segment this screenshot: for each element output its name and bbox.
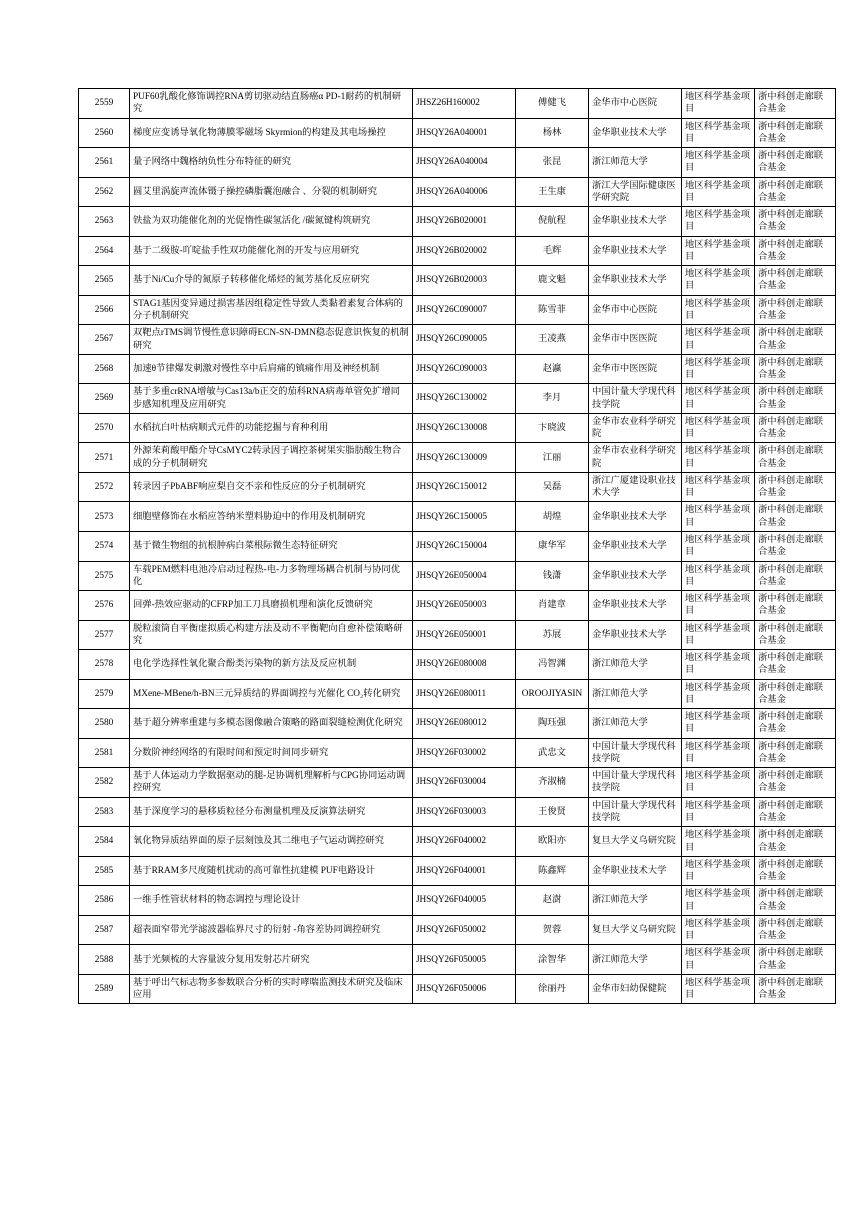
cell-no: 2564 — [79, 236, 130, 266]
cell-person: 鹿文魁 — [516, 266, 589, 296]
cell-org: 金华职业技术大学 — [589, 620, 682, 650]
cell-person: 胡煌 — [516, 502, 589, 532]
table-row — [79, 886, 836, 916]
cell-no: 2569 — [79, 384, 130, 414]
cell-person: 欧阳亦 — [516, 827, 589, 857]
cell-code: JHSQY26C150012 — [413, 472, 516, 502]
cell-person: 冯智渊 — [516, 650, 589, 680]
cell-title: 转录因子PbABF响应梨自交不亲和性反应的分子机制研究 — [130, 472, 413, 502]
table-row — [79, 325, 836, 355]
cell-fund: 浙中科创走廊联合基金 — [755, 295, 836, 325]
table-row — [79, 236, 836, 266]
cell-type: 地区科学基金项目 — [682, 325, 755, 355]
cell-type: 地区科学基金项目 — [682, 591, 755, 621]
cell-fund: 浙中科创走廊联合基金 — [755, 738, 836, 768]
cell-person: 傅健飞 — [516, 89, 589, 119]
table-row — [79, 620, 836, 650]
cell-code: JHSQY26F040005 — [413, 886, 516, 916]
cell-org: 复旦大学义乌研究院 — [589, 915, 682, 945]
cell-type: 地区科学基金项目 — [682, 738, 755, 768]
cell-org: 金华职业技术大学 — [589, 118, 682, 148]
table-row — [79, 443, 836, 473]
table-row — [79, 472, 836, 502]
cell-fund: 浙中科创走廊联合基金 — [755, 561, 836, 591]
cell-fund: 浙中科创走廊联合基金 — [755, 591, 836, 621]
cell-title: 双靶点rTMS调节慢性意识障碍ECN-SN-DMN稳态促意识恢复的机制研究 — [130, 325, 413, 355]
cell-no: 2573 — [79, 502, 130, 532]
cell-org: 金华职业技术大学 — [589, 856, 682, 886]
cell-org: 金华职业技术大学 — [589, 236, 682, 266]
cell-fund: 浙中科创走廊联合基金 — [755, 325, 836, 355]
cell-type: 地区科学基金项目 — [682, 945, 755, 975]
cell-person: 毛辉 — [516, 236, 589, 266]
cell-no: 2566 — [79, 295, 130, 325]
cell-type: 地区科学基金项目 — [682, 266, 755, 296]
cell-type: 地区科学基金项目 — [682, 443, 755, 473]
cell-org: 金华市农业科学研究院 — [589, 413, 682, 443]
table-row — [79, 915, 836, 945]
cell-code: JHSQY26E050004 — [413, 561, 516, 591]
cell-type: 地区科学基金项目 — [682, 650, 755, 680]
cell-type: 地区科学基金项目 — [682, 561, 755, 591]
cell-code: JHSQY26F050006 — [413, 974, 516, 1004]
cell-type: 地区科学基金项目 — [682, 413, 755, 443]
cell-fund: 浙中科创走廊联合基金 — [755, 827, 836, 857]
cell-title: 基于人体运动力学数据驱动的腿-足协调机理解析与CPG协同运动调控研究 — [130, 768, 413, 798]
cell-org: 金华职业技术大学 — [589, 591, 682, 621]
cell-person: 卞晓波 — [516, 413, 589, 443]
cell-title: 回弹-热效应驱动的CFRP加工刀具磨损机理和演化反馈研究 — [130, 591, 413, 621]
cell-no: 2578 — [79, 650, 130, 680]
cell-code: JHSQY26C130008 — [413, 413, 516, 443]
cell-fund: 浙中科创走廊联合基金 — [755, 531, 836, 561]
table-row — [79, 89, 836, 119]
table-row — [79, 354, 836, 384]
table-row — [79, 561, 836, 591]
cell-fund: 浙中科创走廊联合基金 — [755, 620, 836, 650]
cell-org: 浙江广厦建设职业技术大学 — [589, 472, 682, 502]
cell-code: JHSQY26C130002 — [413, 384, 516, 414]
cell-no: 2589 — [79, 974, 130, 1004]
cell-org: 中国计量大学现代科技学院 — [589, 384, 682, 414]
cell-no: 2568 — [79, 354, 130, 384]
table-row — [79, 827, 836, 857]
cell-code: JHSQY26E080012 — [413, 709, 516, 739]
cell-person: 李月 — [516, 384, 589, 414]
cell-type: 地区科学基金项目 — [682, 531, 755, 561]
cell-title: 细胞壁修饰在水稻应答纳米塑料胁迫中的作用及机制研究 — [130, 502, 413, 532]
grant-projects-table — [78, 88, 836, 1004]
cell-code: JHSQY26B020003 — [413, 266, 516, 296]
cell-title: 基于呼出气标志物多参数联合分析的实时哮喘监测技术研究及临床应用 — [130, 974, 413, 1004]
cell-no: 2585 — [79, 856, 130, 886]
cell-person: 武忠文 — [516, 738, 589, 768]
table-row — [79, 945, 836, 975]
cell-person: 陈雪菲 — [516, 295, 589, 325]
cell-code: JHSQY26F030002 — [413, 738, 516, 768]
cell-type: 地区科学基金项目 — [682, 384, 755, 414]
table-row — [79, 650, 836, 680]
cell-person: 吴磊 — [516, 472, 589, 502]
cell-title: 电化学选择性氧化聚合酚类污染物的新方法及反应机制 — [130, 650, 413, 680]
cell-org: 复旦大学义乌研究院 — [589, 827, 682, 857]
cell-type: 地区科学基金项目 — [682, 472, 755, 502]
cell-title: 加速θ节律爆发刺激对慢性卒中后肩痛的镇痛作用及神经机制 — [130, 354, 413, 384]
cell-type: 地区科学基金项目 — [682, 974, 755, 1004]
cell-no: 2560 — [79, 118, 130, 148]
cell-person: 陶珏强 — [516, 709, 589, 739]
cell-title: 脱粒滚筒自平衡虚拟质心构建方法及动不平衡靶向自愈补偿策略研究 — [130, 620, 413, 650]
cell-fund: 浙中科创走廊联合基金 — [755, 443, 836, 473]
cell-code: JHSQY26E080008 — [413, 650, 516, 680]
table-row — [79, 856, 836, 886]
cell-code: JHSQY26E080011 — [413, 679, 516, 709]
cell-title: 基于微生物组的抗根肿病白菜根际微生态特征研究 — [130, 531, 413, 561]
cell-title: 基于多重crRNA增敏与Cas13a/b正交的茄科RNA病毒单管免扩增同步感知机理及应用研究 — [130, 384, 413, 414]
cell-code: JHSQY26C090005 — [413, 325, 516, 355]
table-row — [79, 177, 836, 207]
table-row — [79, 974, 836, 1004]
cell-title: 超表面窄带光学滤波器临界尺寸的衍射 -角容差协同调控研究 — [130, 915, 413, 945]
cell-type: 地区科学基金项目 — [682, 295, 755, 325]
cell-code: JHSQY26E050001 — [413, 620, 516, 650]
cell-code: JHSQY26B020002 — [413, 236, 516, 266]
table-row — [79, 413, 836, 443]
cell-type: 地区科学基金项目 — [682, 177, 755, 207]
cell-title: 车载PEM燃料电池冷启动过程热-电-力多物理场耦合机制与协同优化 — [130, 561, 413, 591]
cell-org: 金华市妇幼保健院 — [589, 974, 682, 1004]
cell-org: 中国计量大学现代科技学院 — [589, 797, 682, 827]
cell-no: 2575 — [79, 561, 130, 591]
cell-title: 一维手性管状材料的物态调控与理论设计 — [130, 886, 413, 916]
table-row — [79, 679, 836, 709]
cell-type: 地区科学基金项目 — [682, 89, 755, 119]
cell-title: 基于光频梳的大容量波分复用发射芯片研究 — [130, 945, 413, 975]
table-row — [79, 266, 836, 296]
cell-no: 2571 — [79, 443, 130, 473]
cell-title: STAG1基因变异通过损害基因组稳定性导致人类黏着素复合体病的分子机制研究 — [130, 295, 413, 325]
cell-fund: 浙中科创走廊联合基金 — [755, 266, 836, 296]
cell-code: JHSQY26F040002 — [413, 827, 516, 857]
cell-no: 2576 — [79, 591, 130, 621]
table-row — [79, 207, 836, 237]
cell-person: 钱潇 — [516, 561, 589, 591]
cell-fund: 浙中科创走廊联合基金 — [755, 354, 836, 384]
cell-no: 2587 — [79, 915, 130, 945]
cell-fund: 浙中科创走廊联合基金 — [755, 797, 836, 827]
cell-person: 倪航程 — [516, 207, 589, 237]
cell-org: 金华职业技术大学 — [589, 266, 682, 296]
cell-type: 地区科学基金项目 — [682, 207, 755, 237]
cell-type: 地区科学基金项目 — [682, 856, 755, 886]
cell-code: JHSQY26C090007 — [413, 295, 516, 325]
table-row — [79, 738, 836, 768]
cell-code: JHSQY26C150005 — [413, 502, 516, 532]
cell-org: 金华职业技术大学 — [589, 207, 682, 237]
cell-org: 金华职业技术大学 — [589, 502, 682, 532]
cell-title: 水稻抗白叶枯病顺式元件的功能挖掘与育种利用 — [130, 413, 413, 443]
cell-person: 赵瀛 — [516, 354, 589, 384]
table-row — [79, 797, 836, 827]
cell-person: 贺蓉 — [516, 915, 589, 945]
cell-code: JHSQY26B020001 — [413, 207, 516, 237]
cell-type: 地区科学基金项目 — [682, 620, 755, 650]
cell-code: JHSQY26A040006 — [413, 177, 516, 207]
cell-person: 赵澍 — [516, 886, 589, 916]
cell-code: JHSQY26F050002 — [413, 915, 516, 945]
cell-person: 王凌燕 — [516, 325, 589, 355]
cell-no: 2574 — [79, 531, 130, 561]
cell-person: 王俊贤 — [516, 797, 589, 827]
cell-no: 2562 — [79, 177, 130, 207]
table-row — [79, 502, 836, 532]
cell-org: 浙江师范大学 — [589, 709, 682, 739]
cell-type: 地区科学基金项目 — [682, 118, 755, 148]
cell-person: OROOJIYASIN — [516, 679, 589, 709]
cell-org: 浙江师范大学 — [589, 679, 682, 709]
cell-no: 2559 — [79, 89, 130, 119]
cell-fund: 浙中科创走廊联合基金 — [755, 768, 836, 798]
cell-code: JHSZ26H160002 — [413, 89, 516, 119]
cell-code: JHSQY26A040001 — [413, 118, 516, 148]
cell-fund: 浙中科创走廊联合基金 — [755, 502, 836, 532]
cell-org: 金华职业技术大学 — [589, 531, 682, 561]
cell-title: 梯度应变诱导氧化物薄膜零磁场 Skyrmion的构建及其电场操控 — [130, 118, 413, 148]
cell-person: 康华军 — [516, 531, 589, 561]
cell-person: 涂智华 — [516, 945, 589, 975]
cell-no: 2577 — [79, 620, 130, 650]
cell-person: 肖建章 — [516, 591, 589, 621]
cell-person: 江丽 — [516, 443, 589, 473]
cell-code: JHSQY26F030003 — [413, 797, 516, 827]
cell-type: 地区科学基金项目 — [682, 679, 755, 709]
table-row — [79, 148, 836, 178]
cell-fund: 浙中科创走廊联合基金 — [755, 945, 836, 975]
cell-fund: 浙中科创走廊联合基金 — [755, 472, 836, 502]
cell-fund: 浙中科创走廊联合基金 — [755, 974, 836, 1004]
cell-title: 基于超分辨率重建与多模态图像融合策略的路面裂缝检测优化研究 — [130, 709, 413, 739]
cell-no: 2584 — [79, 827, 130, 857]
cell-type: 地区科学基金项目 — [682, 797, 755, 827]
cell-title: 外源茉莉酸甲酯介导CsMYC2转录因子调控茶树果实脂肪酸生物合成的分子机制研究 — [130, 443, 413, 473]
table-row — [79, 768, 836, 798]
cell-type: 地区科学基金项目 — [682, 886, 755, 916]
cell-fund: 浙中科创走廊联合基金 — [755, 886, 836, 916]
cell-no: 2588 — [79, 945, 130, 975]
cell-person: 苏展 — [516, 620, 589, 650]
cell-person: 徐丽丹 — [516, 974, 589, 1004]
cell-org: 金华职业技术大学 — [589, 561, 682, 591]
cell-person: 王生康 — [516, 177, 589, 207]
cell-org: 金华市农业科学研究院 — [589, 443, 682, 473]
cell-person: 杨林 — [516, 118, 589, 148]
cell-title: 铁盐为双功能催化剂的光促惰性碳氢活化 /碳氮键构筑研究 — [130, 207, 413, 237]
cell-no: 2579 — [79, 679, 130, 709]
cell-fund: 浙中科创走廊联合基金 — [755, 89, 836, 119]
cell-no: 2567 — [79, 325, 130, 355]
cell-org: 金华市中医医院 — [589, 354, 682, 384]
table-row — [79, 709, 836, 739]
cell-org: 金华市中心医院 — [589, 89, 682, 119]
cell-fund: 浙中科创走廊联合基金 — [755, 650, 836, 680]
cell-title: 基于二级胺-吖啶盐手性双功能催化剂的开发与应用研究 — [130, 236, 413, 266]
table-row — [79, 531, 836, 561]
cell-title: 基于Ni/Cu介导的氮原子转移催化烯烃的氮芳基化反应研究 — [130, 266, 413, 296]
cell-org: 浙江师范大学 — [589, 945, 682, 975]
cell-person: 陈鑫辉 — [516, 856, 589, 886]
cell-org: 浙江师范大学 — [589, 650, 682, 680]
cell-code: JHSQY26C150004 — [413, 531, 516, 561]
cell-type: 地区科学基金项目 — [682, 827, 755, 857]
cell-fund: 浙中科创走廊联合基金 — [755, 413, 836, 443]
cell-type: 地区科学基金项目 — [682, 236, 755, 266]
cell-code: JHSQY26F040001 — [413, 856, 516, 886]
cell-org: 金华市中医医院 — [589, 325, 682, 355]
cell-fund: 浙中科创走廊联合基金 — [755, 207, 836, 237]
cell-title: 基于RRAM多尺度随机扰动的高可靠性抗建模 PUF电路设计 — [130, 856, 413, 886]
table-row — [79, 591, 836, 621]
cell-code: JHSQY26F030004 — [413, 768, 516, 798]
cell-no: 2565 — [79, 266, 130, 296]
cell-code: JHSQY26A040004 — [413, 148, 516, 178]
cell-fund: 浙中科创走廊联合基金 — [755, 148, 836, 178]
cell-title: 分数阶神经网络的有限时间和预定时间同步研究 — [130, 738, 413, 768]
cell-no: 2580 — [79, 709, 130, 739]
cell-org: 金华市中心医院 — [589, 295, 682, 325]
cell-title: 基于深度学习的悬移质粒径分布测量机理及反演算法研究 — [130, 797, 413, 827]
cell-fund: 浙中科创走廊联合基金 — [755, 709, 836, 739]
cell-fund: 浙中科创走廊联合基金 — [755, 177, 836, 207]
cell-person: 张昆 — [516, 148, 589, 178]
table-row — [79, 384, 836, 414]
table-body — [79, 89, 836, 1004]
cell-org: 浙江大学国际健康医学研究院 — [589, 177, 682, 207]
cell-fund: 浙中科创走廊联合基金 — [755, 856, 836, 886]
cell-no: 2572 — [79, 472, 130, 502]
cell-code: JHSQY26C130009 — [413, 443, 516, 473]
cell-fund: 浙中科创走廊联合基金 — [755, 118, 836, 148]
cell-fund: 浙中科创走廊联合基金 — [755, 236, 836, 266]
cell-org: 中国计量大学现代科技学院 — [589, 768, 682, 798]
cell-code: JHSQY26E050003 — [413, 591, 516, 621]
cell-no: 2563 — [79, 207, 130, 237]
cell-fund: 浙中科创走廊联合基金 — [755, 679, 836, 709]
cell-no: 2570 — [79, 413, 130, 443]
cell-org: 浙江师范大学 — [589, 148, 682, 178]
cell-title: 量子网络中魏格纳负性分布特征的研究 — [130, 148, 413, 178]
cell-fund: 浙中科创走廊联合基金 — [755, 915, 836, 945]
cell-type: 地区科学基金项目 — [682, 502, 755, 532]
cell-type: 地区科学基金项目 — [682, 148, 755, 178]
cell-no: 2581 — [79, 738, 130, 768]
table-row — [79, 118, 836, 148]
cell-code: JHSQY26F050005 — [413, 945, 516, 975]
cell-no: 2561 — [79, 148, 130, 178]
table-row — [79, 295, 836, 325]
cell-no: 2583 — [79, 797, 130, 827]
cell-person: 齐淑楠 — [516, 768, 589, 798]
cell-code: JHSQY26C090003 — [413, 354, 516, 384]
cell-type: 地区科学基金项目 — [682, 709, 755, 739]
cell-org: 浙江师范大学 — [589, 886, 682, 916]
cell-title: 氧化物异质结界面的原子层刻蚀及其二维电子气运动调控研究 — [130, 827, 413, 857]
cell-title: MXene-MBene/h-BN三元异质结的界面调控与光催化 CO₂转化研究 — [130, 679, 413, 709]
cell-org: 中国计量大学现代科技学院 — [589, 738, 682, 768]
cell-no: 2586 — [79, 886, 130, 916]
cell-title: PUF60乳酸化修饰调控RNA剪切驱动结直肠癌α PD-1耐药的机制研究 — [130, 89, 413, 119]
cell-fund: 浙中科创走廊联合基金 — [755, 384, 836, 414]
cell-type: 地区科学基金项目 — [682, 915, 755, 945]
cell-type: 地区科学基金项目 — [682, 354, 755, 384]
cell-title: 圆艾里涡旋声流体镊子操控磷脂囊泡融合 、分裂的机制研究 — [130, 177, 413, 207]
cell-no: 2582 — [79, 768, 130, 798]
cell-type: 地区科学基金项目 — [682, 768, 755, 798]
